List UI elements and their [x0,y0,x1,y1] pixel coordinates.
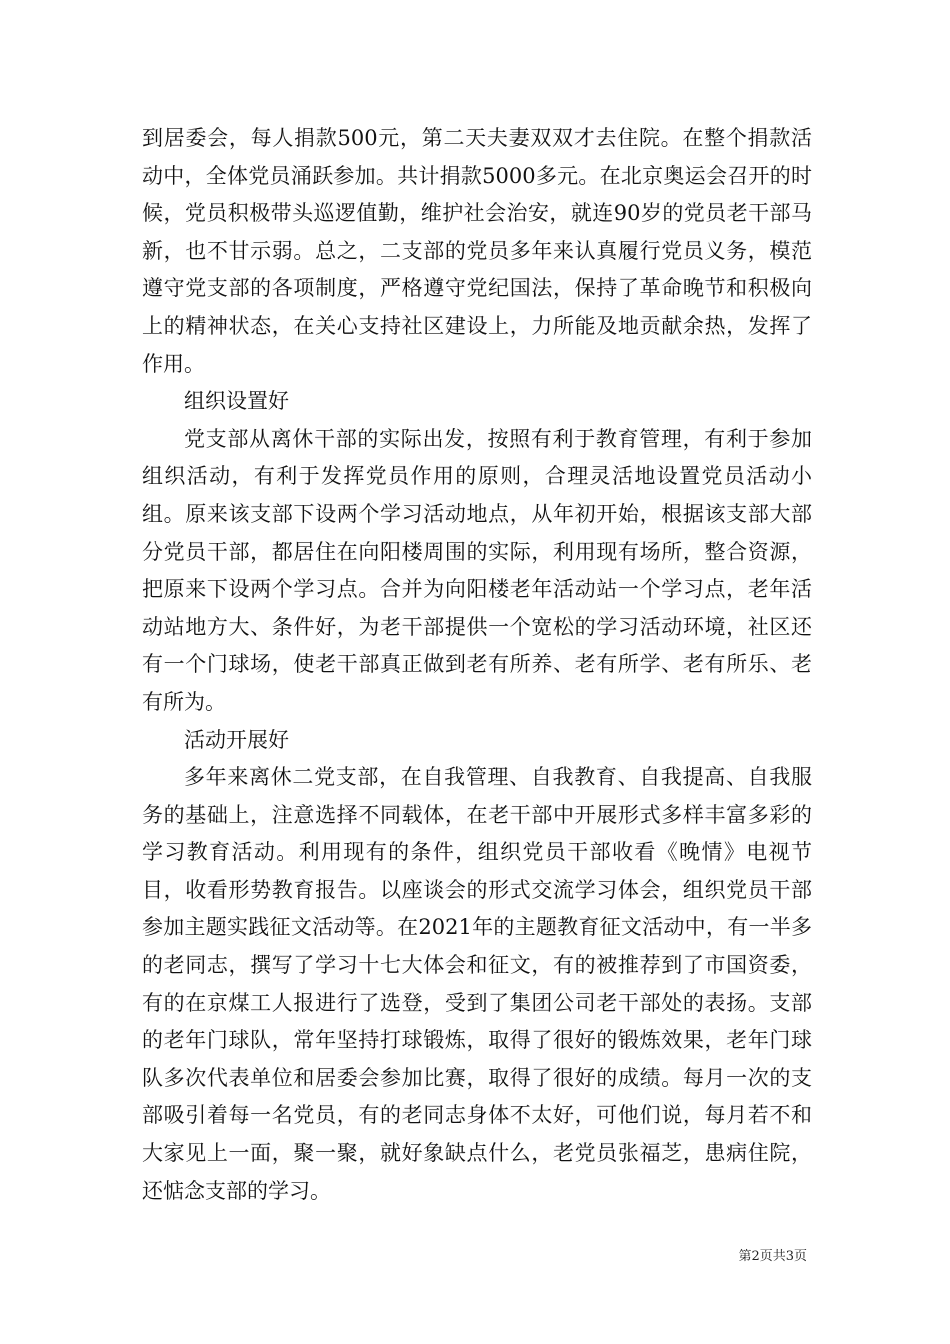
paragraph-donation: 到居委会，每人捐款500元，第二天夫妻双双才去住院。在整个捐款活动中，全体党员涌跃参加。共计捐款5000多元。在北京奥运会召开的时候，党员积极带头巡逻值勤，维护社会治安，就连90岁的党员老干部马新，也不甘示弱。总之，二支部的党员多年来认真履行党员义务，模范遵守党支部的各项制度，严格遵守党纪国法，保持了革命晚节和积极向上的精神状态，在关心支持社区建设上，力所能及地贡献余热，发挥了作用。 [142,126,812,376]
section-heading-organization: 组织设置好 [184,389,289,414]
section-heading-activities: 活动开展好 [184,727,289,752]
page-number-footer: 第2页共3页 [738,1249,807,1264]
paragraph-activities: 多年来离休二党支部，在自我管理、自我教育、自我提高、自我服务的基础上，注意选择不同载体，在老干部中开展形式多样丰富多彩的学习教育活动。利用现有的条件，组织党员干部收看《晚情》电视节目，收看形势教育报告。以座谈会的形式交流学习体会，组织党员干部参加主题实践征文活动等。在2021年的主题教育征文活动中，有一半多的老同志，撰写了学习十七大体会和征文，有的被推荐到了市国资委，有的在京煤工人报进行了选登，受到了集团公司老干部处的表扬。支部的老年门球队，常年坚持打球锻炼，取得了很好的锻炼效果，老年门球队多次代表单位和居委会参加比赛，取得了很好的成绩。每月一次的支部吸引着每一名党员，有的老同志身体不太好，可他们说，每月若不和大家见上一面，聚一聚，就好象缺点什么，老党员张福芝，患病住院，还惦念支部的学习。 [142,765,812,1203]
document-body [142,120,812,1210]
paragraph-organization: 党支部从离休干部的实际出发，按照有利于教育管理，有利于参加组织活动，有利于发挥党员作用的原则，合理灵活地设置党员活动小组。原来该支部下设两个学习活动地点，从年初开始，根据该支部大部分党员干部，都居住在向阳楼周围的实际，利用现有场所，整合资源，把原来下设两个学习点。合并为向阳楼老年活动站一个学习点，老年活动站地方大、条件好，为老干部提供一个宽松的学习活动环境，社区还有一个门球场，使老干部真正做到老有所养、老有所学、老有所乐、老有所为。 [142,426,812,714]
